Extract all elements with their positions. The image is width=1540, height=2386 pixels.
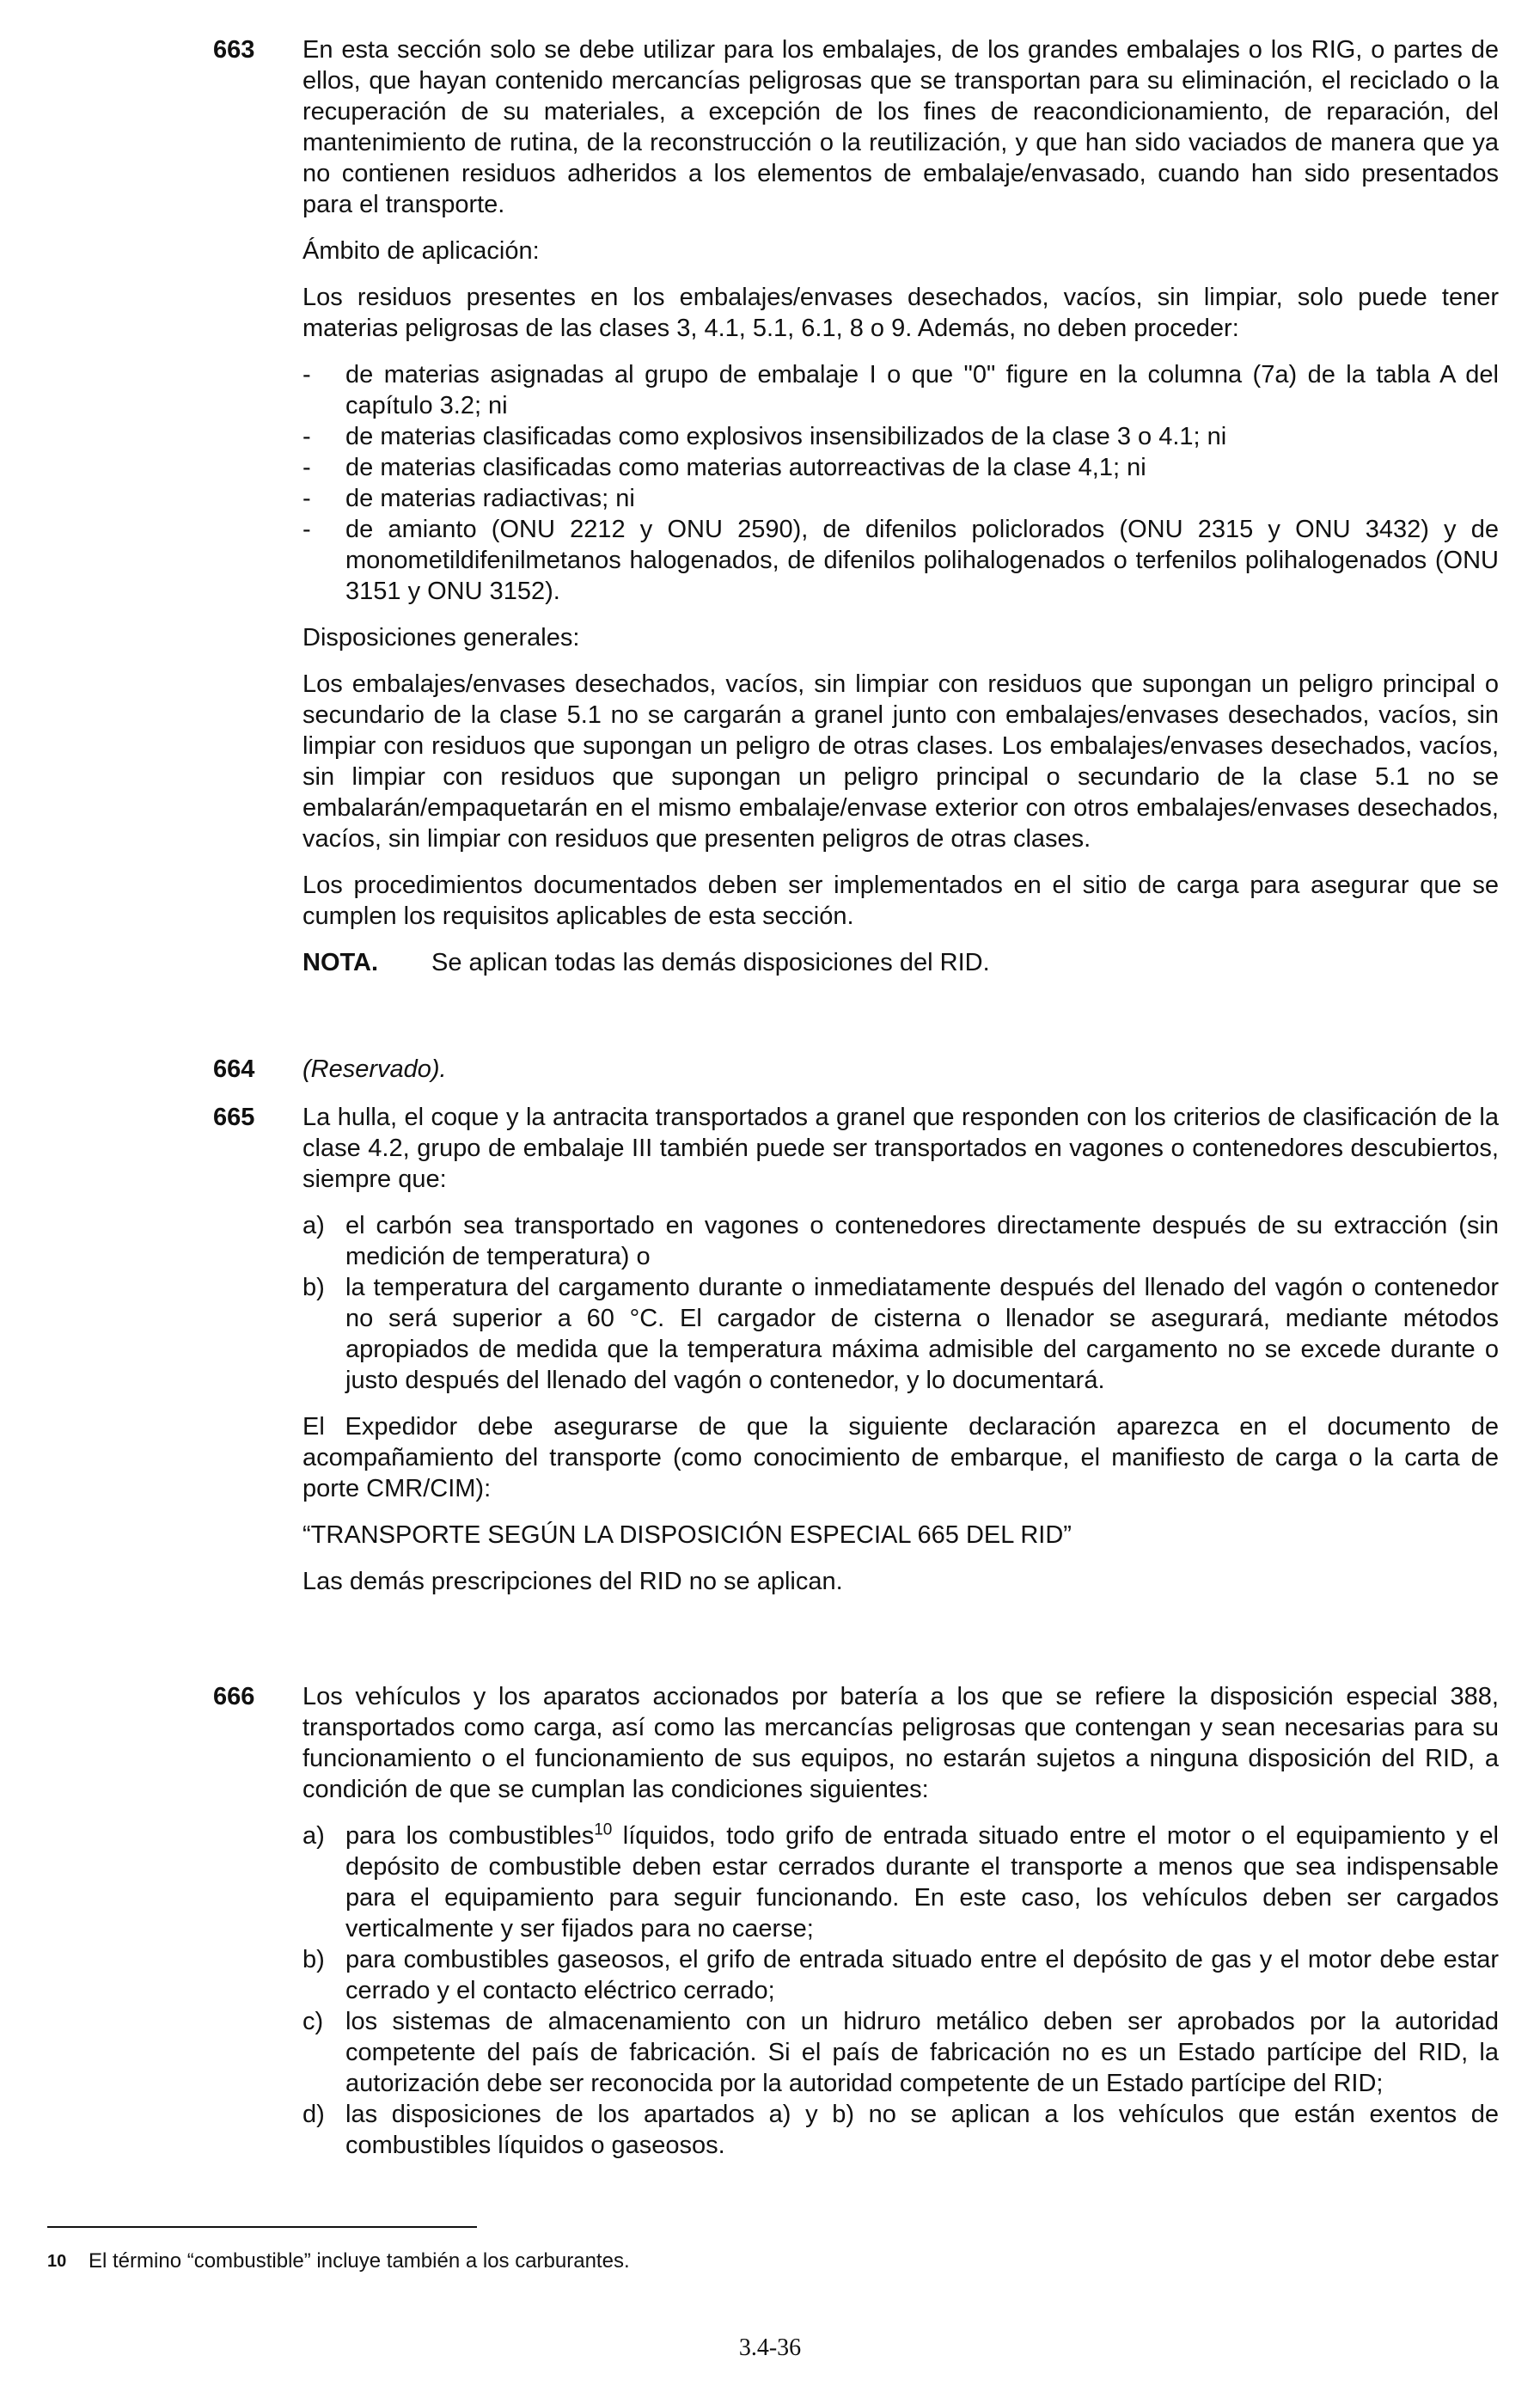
- section-heading-generales: Disposiciones generales:: [302, 624, 580, 652]
- item-marker: c): [302, 2008, 324, 2035]
- list-item-text: los sistemas de almacenamiento con un hidruro metálico deben ser aprobados por la autoridad competente del país de fabricación. Si el país de fabricación no es un Estado partícipe del RID, la autorización debe ser reconocida por la autoridad competente de un Estado partícipe del RID;: [345, 2008, 1499, 2097]
- footnote-divider: [47, 2226, 477, 2228]
- declaration-text: “TRANSPORTE SEGÚN LA DISPOSICIÓN ESPECIAL 665 DEL RID”: [302, 1521, 1072, 1549]
- procedimientos-paragraph: Los procedimientos documentados deben ser implementados en el sitio de carga para asegurar que se cumplen los requisitos aplicables de esta sección.: [302, 872, 1499, 930]
- provision-body: [302, 1102, 1499, 1612]
- list-item: [302, 1944, 1499, 2006]
- dash-mark: -: [302, 423, 311, 450]
- reserved-text: (Reservado).: [302, 1055, 447, 1083]
- dash-mark: -: [302, 516, 311, 543]
- provision-intro: La hulla, el coque y la antracita transportados a granel que responden con los criterios de clasificación de la clase 4.2, grupo de embalaje III también puede ser transportados en vagones o contenedores descubiertos, siempre que:: [302, 1104, 1499, 1193]
- expedidor-paragraph: El Expedidor debe asegurarse de que la siguiente declaración aparezca en el documento de acompañamiento del transporte (como conocimiento de embarque, el manifiesto de carga o la carta de porte CMR/CIM):: [302, 1413, 1499, 1502]
- footnote: [47, 2248, 1422, 2274]
- dash-mark: -: [302, 454, 311, 481]
- provision-number: 666: [213, 1683, 255, 1710]
- item-marker: b): [302, 1274, 325, 1301]
- provision-body: [302, 34, 1499, 994]
- list-item-text: [345, 1822, 1499, 1942]
- list-item-text: para combustibles gaseosos, el grifo de entrada situado entre el depósito de gas y el motor debe estar cerrado y el contacto eléctrico cerrado;: [345, 1946, 1499, 2004]
- item-text-end: líquidos, todo grifo de entrada situado entre el motor o el equipamiento y el depósito de combustible deben estar cerrados durante el transporte a menos que sea indispensable para el equipamiento para seguir funcionando. En este caso, los vehículos deben ser cargados verticalmente y ser fijados para no caerse;: [345, 1822, 1499, 1942]
- list-item-text: la temperatura del cargamento durante o inmediatamente después del llenado del vagón o contenedor no será superior a 60 °C. El cargador de cisterna o llenador se asegurará, mediante métodos apropiados de medida que la temperatura máxima admisible del cargamento no se excede durante o justo después del llenado del vagón o contenedor, y lo documentará.: [345, 1274, 1499, 1394]
- note: [302, 947, 1499, 978]
- provision-number: 663: [213, 36, 255, 64]
- list-item-text: de amianto (ONU 2212 y ONU 2590), de difenilos policlorados (ONU 2315 y ONU 3432) y de monometildifenilmetanos halogenados, de difenilos polihalogenados o terfenilos polihalogenados (ONU 3151 y ONU 3152).: [345, 516, 1499, 605]
- list-item: [302, 1820, 1499, 1944]
- list-item-text: de materias clasificadas como explosivos insensibilizados de la clase 3 o 4.1; ni: [345, 423, 1227, 450]
- note-label: NOTA.: [302, 949, 379, 976]
- list-item: [302, 514, 1499, 607]
- list-item: [302, 2006, 1499, 2099]
- item-marker: a): [302, 1822, 325, 1850]
- ambito-paragraph: Los residuos presentes en los embalajes/envases desechados, vacíos, sin limpiar, solo puede tener materias peligrosas de las clases 3, 4.1, 5.1, 6.1, 8 o 9. Además, no deben proceder:: [302, 284, 1499, 342]
- list-item-text: de materias radiactivas; ni: [345, 485, 635, 512]
- dash-mark: -: [302, 361, 311, 388]
- list-item-text: de materias asignadas al grupo de embalaje I o que "0" figure en la columna (7a) de la tabla A del capítulo 3.2; ni: [345, 361, 1499, 419]
- list-item: [302, 359, 1499, 421]
- section-heading-ambito: Ámbito de aplicación:: [302, 237, 540, 265]
- list-item: [302, 2099, 1499, 2161]
- provision-intro: Los vehículos y los aparatos accionados por batería a los que se refiere la disposición especial 388, transportados como carga, así como las mercancías peligrosas que contengan y sean necesarias para su funcionamiento o el funcionamiento de sus equipos, no estarán sujetos a ninguna disposición del RID, a condición de que se cumplan las condiciones siguientes:: [302, 1683, 1499, 1803]
- footnote-reference[interactable]: 10: [594, 1820, 613, 1839]
- note-text: Se aplican todas las demás disposiciones del RID.: [431, 949, 990, 976]
- condition-list: [302, 1820, 1499, 2161]
- list-item-text: las disposiciones de los apartados a) y b) no se aplican a los vehículos que están exentos de combustibles líquidos o gaseosos.: [345, 2101, 1499, 2159]
- list-item: [302, 483, 1499, 514]
- dash-mark: -: [302, 485, 311, 512]
- footnote-number: 10: [47, 2252, 67, 2271]
- list-item-text: de materias clasificadas como materias autorreactivas de la clase 4,1; ni: [345, 454, 1146, 481]
- condition-list: [302, 1210, 1499, 1396]
- provision-intro: En esta sección solo se debe utilizar para los embalajes, de los grandes embalajes o los RIG, o partes de ellos, que hayan contenido mercancías peligrosas que se transportan para su eliminación, el reciclado o la recuperación de su materiales, a excepción de los fines de reacondicionamiento, de reparación, del mantenimiento de rutina, de la reconstrucción o la reutilización, y que han sido vaciados de manera que ya no contienen residuos adheridos a los elementos de embalaje/envasado, cuando han sido presentados para el transporte.: [302, 36, 1499, 218]
- item-text-start: para los combustibles: [345, 1822, 595, 1850]
- list-item: [302, 1272, 1499, 1396]
- provision-number: 664: [213, 1055, 255, 1083]
- exclusion-list: [302, 359, 1499, 607]
- provision-number: 665: [213, 1104, 255, 1131]
- footnote-text: El término “combustible” incluye también a los carburantes.: [89, 2249, 630, 2273]
- closing-text: Las demás prescripciones del RID no se aplican.: [302, 1568, 843, 1595]
- item-marker: a): [302, 1212, 325, 1239]
- list-item: [302, 452, 1499, 483]
- item-marker: d): [302, 2101, 325, 2128]
- list-item: [302, 1210, 1499, 1272]
- item-marker: b): [302, 1946, 325, 1973]
- list-item: [302, 421, 1499, 452]
- list-item-text: el carbón sea transportado en vagones o contenedores directamente después de su extracción (sin medición de temperatura) o: [345, 1212, 1499, 1270]
- provision-body: [302, 1681, 1499, 2176]
- generales-paragraph: Los embalajes/envases desechados, vacíos, sin limpiar con residuos que supongan un peligro principal o secundario de la clase 5.1 no se cargarán a granel junto con embalajes/envases desechados, vacíos, sin limpiar con residuos que supongan un peligro de otras clases. Los embalajes/envases desechados, vacíos, sin limpiar con residuos que supongan un peligro principal o secundario de la clase 5.1 no se embalarán/empaquetarán en el mismo embalaje/envase exterior con otros embalajes/envases desechados, vacíos, sin limpiar con residuos que presenten peligros de otras clases.: [302, 670, 1499, 853]
- provision-body: [302, 1054, 1499, 1100]
- page-number: 3.4-36: [738, 2334, 802, 2361]
